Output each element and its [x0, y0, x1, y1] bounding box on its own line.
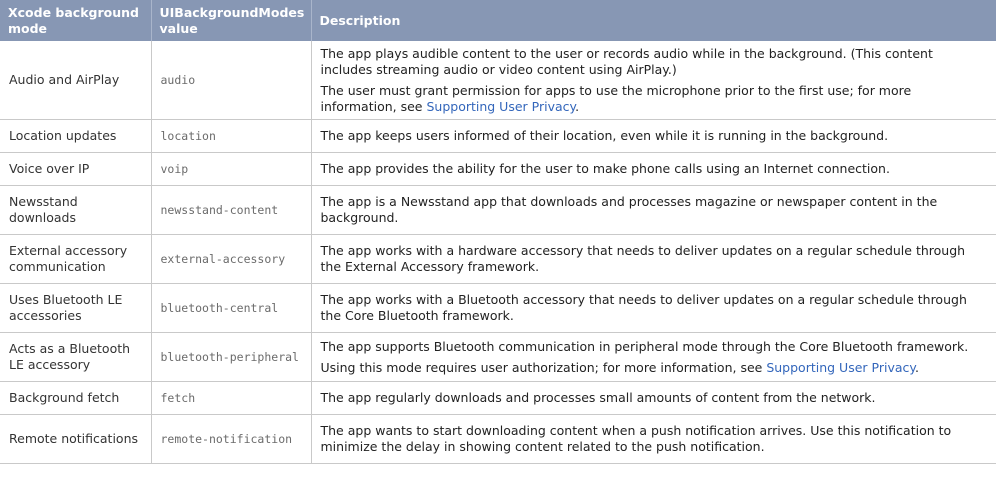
supporting-user-privacy-link[interactable]: Supporting User Privacy — [766, 359, 915, 375]
mode-name: External accessory communication — [0, 235, 151, 284]
mode-description — [311, 186, 996, 235]
mode-description — [311, 41, 996, 120]
mode-value: fetch — [151, 382, 311, 415]
note-end: . — [915, 359, 919, 375]
description-text: The app supports Bluetooth communication in peripheral mode through the Core Bluetooth framework. — [320, 338, 969, 354]
note-text: Using this mode requires user authorization; for more information, see — [320, 359, 767, 375]
mode-name: Remote notifications — [0, 415, 151, 464]
table-row — [0, 41, 996, 120]
description-text: The app works with a Bluetooth accessory that needs to deliver updates on a regular schedule through the Core Bluetooth framework. — [320, 292, 967, 323]
mode-description — [311, 333, 996, 382]
supporting-user-privacy-link[interactable]: Supporting User Privacy — [426, 98, 576, 114]
mode-name: Newsstand downloads — [0, 186, 151, 235]
mode-value: bluetooth-central — [151, 284, 311, 333]
mode-description — [311, 415, 996, 464]
mode-name: Background fetch — [0, 382, 151, 415]
mode-description — [311, 153, 996, 186]
table-header-row — [0, 0, 996, 41]
mode-value: voip — [151, 153, 311, 186]
header-uibackgroundmodes-value: UIBackgroundModes value — [151, 0, 311, 41]
description-text: The app works with a hardware accessory that needs to deliver updates on a regular schedule through the External Accessory framework. — [320, 243, 966, 274]
note-end: . — [575, 98, 580, 114]
mode-description — [311, 382, 996, 415]
table-row — [0, 235, 996, 284]
header-xcode-mode: Xcode background mode — [0, 0, 151, 41]
description-text: The app plays audible content to the user or records audio while in the background. (This content includes streaming audio or video content using AirPlay.) — [320, 45, 933, 77]
mode-description — [311, 284, 996, 333]
mode-value: audio — [151, 41, 311, 120]
table-row — [0, 120, 996, 153]
mode-name: Location updates — [0, 120, 151, 153]
note-text: The user must grant permission for apps to use the microphone prior to the first use; for more information, see — [320, 82, 912, 114]
description-text: The app is a Newsstand app that downloads and processes magazine or newspaper content in the background. — [320, 194, 938, 225]
description-text: The app keeps users informed of their location, even while it is running in the background. — [320, 128, 889, 143]
table-row — [0, 415, 996, 464]
mode-name: Uses Bluetooth LE accessories — [0, 284, 151, 333]
description-text: The app regularly downloads and processes small amounts of content from the network. — [320, 390, 876, 405]
mode-value: remote-notification — [151, 415, 311, 464]
mode-value: external-accessory — [151, 235, 311, 284]
description-text: The app provides the ability for the user to make phone calls using an Internet connection. — [320, 161, 890, 176]
description-text: The app wants to start downloading content when a push notification arrives. Use this notification to minimize the delay in showing content related to the push notification. — [320, 423, 952, 454]
table-row — [0, 333, 996, 382]
mode-value: bluetooth-peripheral — [151, 333, 311, 382]
table-row — [0, 284, 996, 333]
table-row — [0, 153, 996, 186]
header-description: Description — [311, 0, 996, 41]
mode-name: Audio and AirPlay — [0, 41, 151, 120]
table-row — [0, 382, 996, 415]
mode-description — [311, 120, 996, 153]
mode-description — [311, 235, 996, 284]
mode-value: location — [151, 120, 311, 153]
description-note — [321, 83, 988, 115]
mode-name: Acts as a Bluetooth LE accessory — [0, 333, 151, 382]
mode-name: Voice over IP — [0, 153, 151, 186]
table-row — [0, 186, 996, 235]
description-note — [321, 360, 988, 376]
mode-value: newsstand-content — [151, 186, 311, 235]
